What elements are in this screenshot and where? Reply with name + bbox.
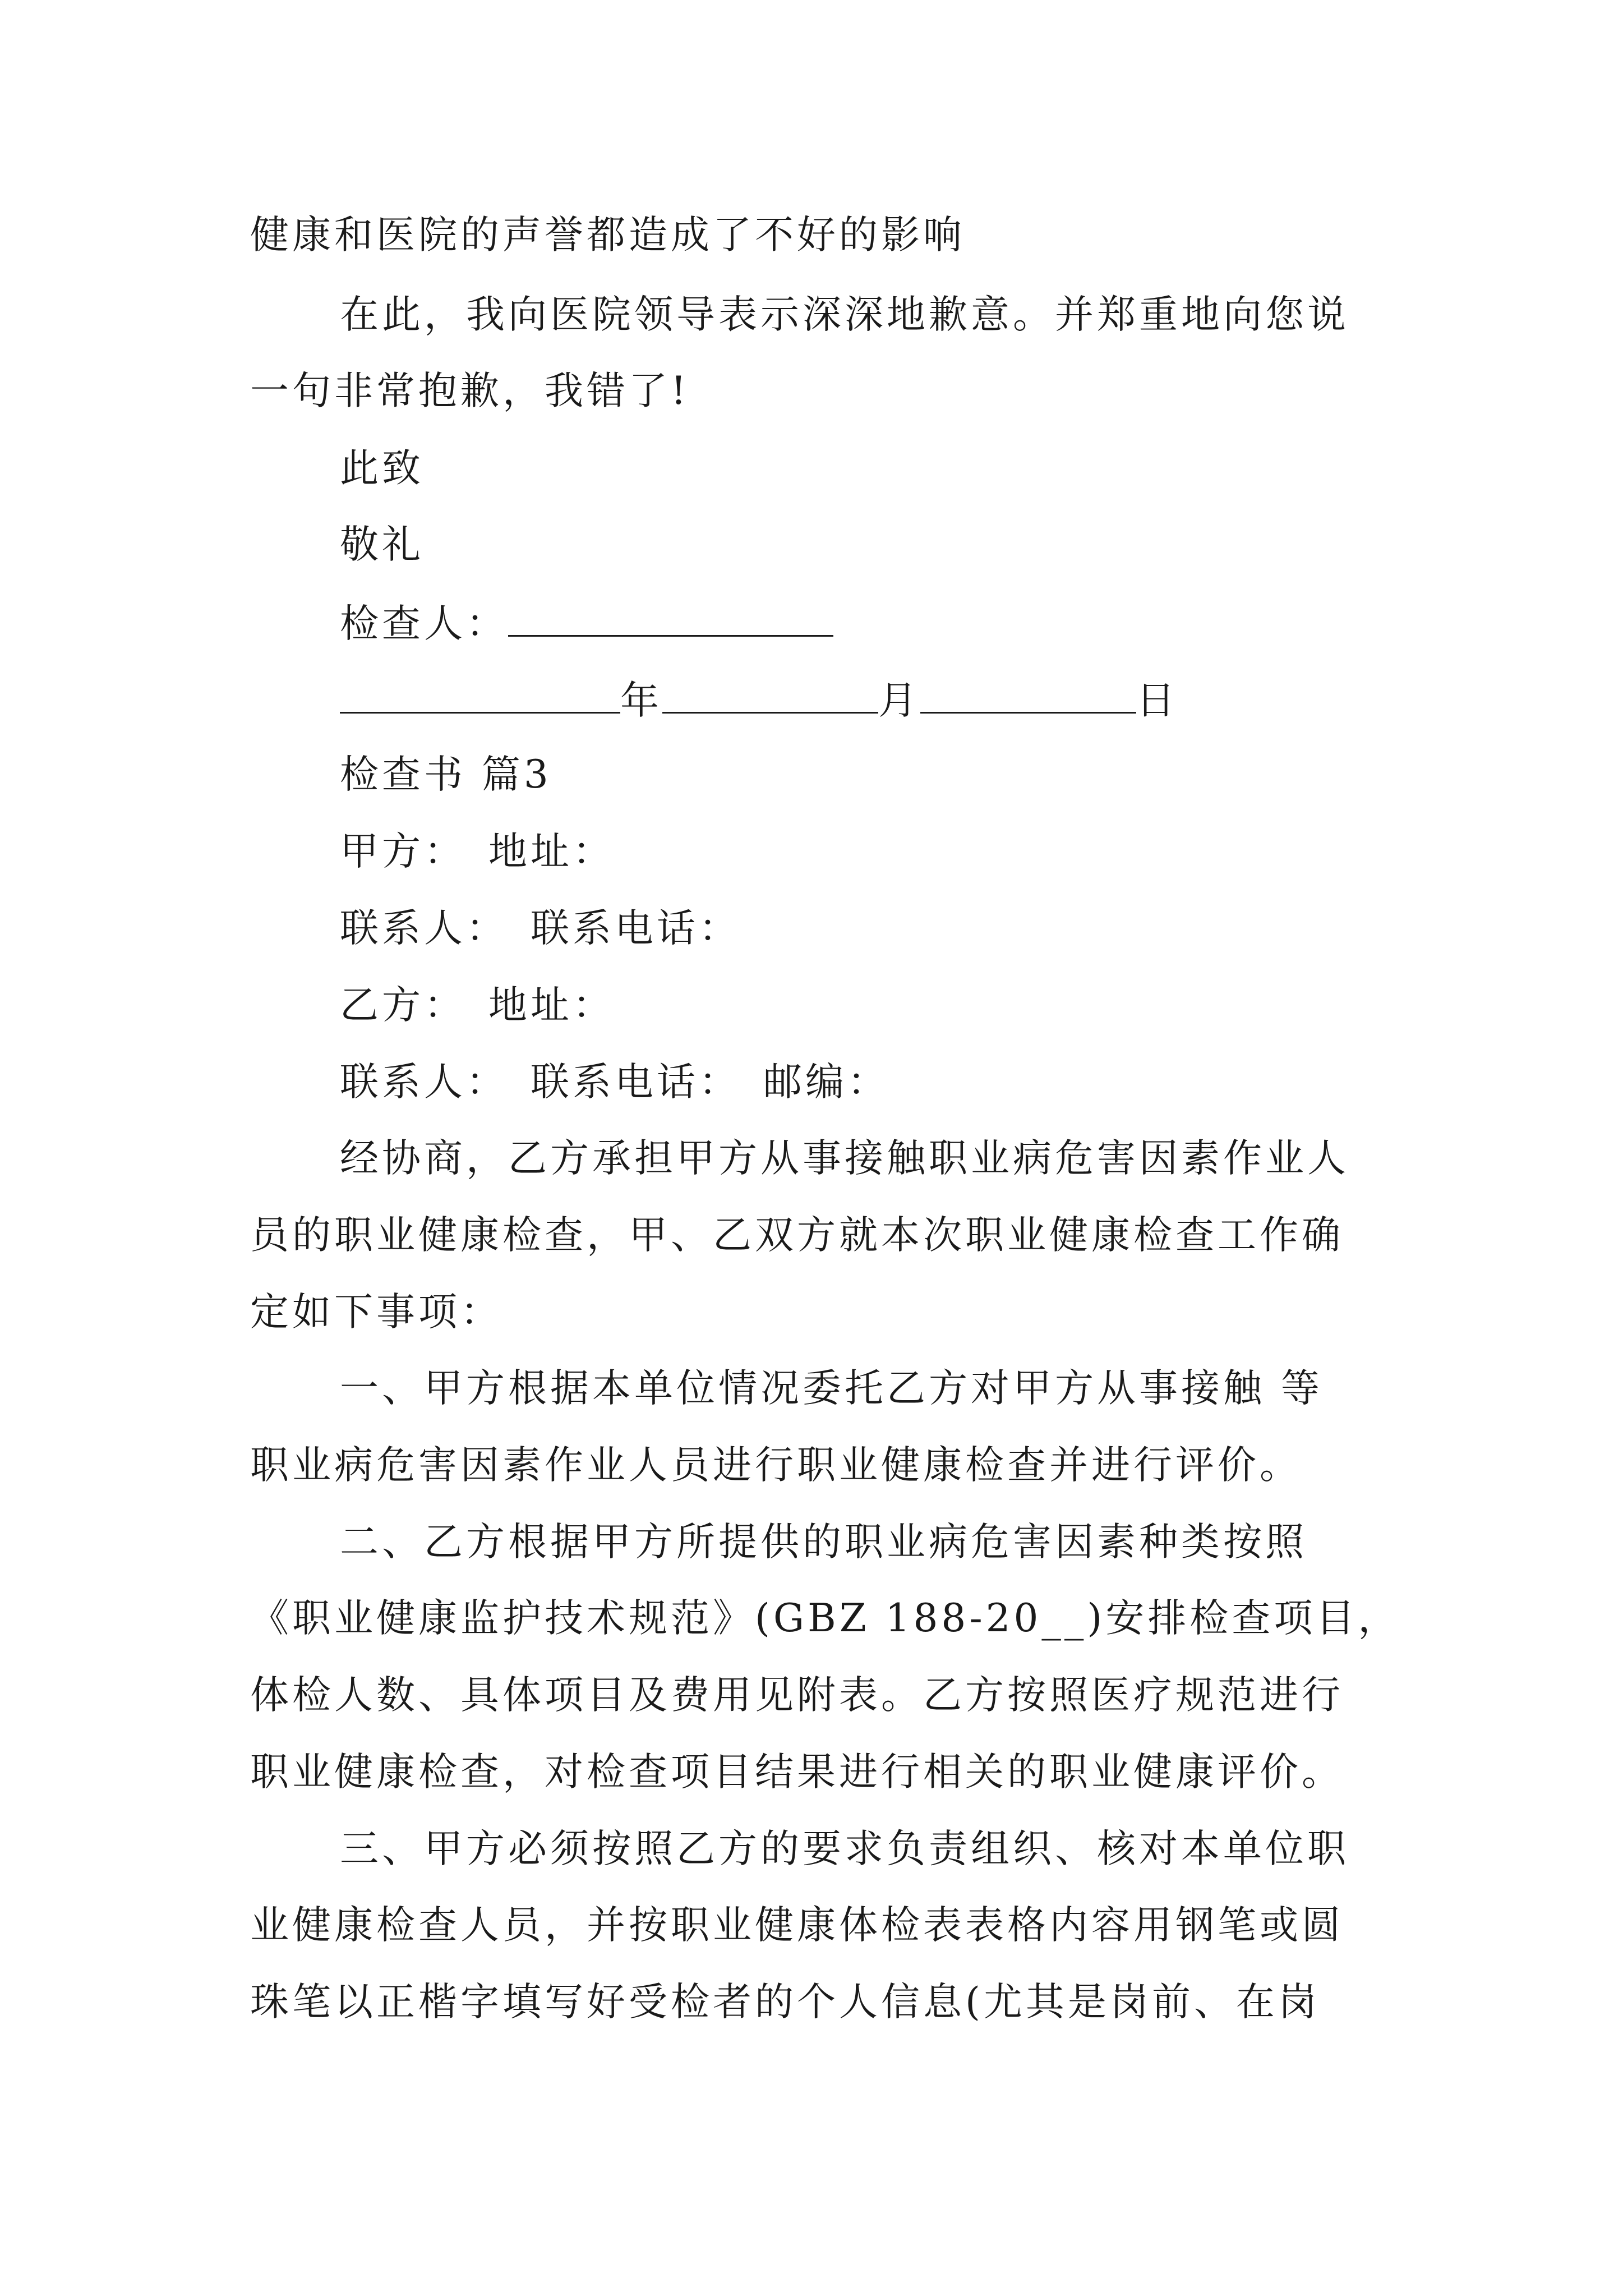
- paragraph-line: 健康和医院的声誉都造成了不好的影响: [250, 213, 965, 257]
- section-heading: 检查书 篇3: [340, 752, 552, 797]
- month-blank: [662, 679, 878, 714]
- inspector-label: 检查人：: [340, 601, 508, 646]
- day-label: 日: [1136, 678, 1178, 723]
- paragraph-line: 《职业健康监护技术规范》(GBZ 188-20__)安排检查项目，: [250, 1596, 1400, 1641]
- paragraph-line: 一、甲方根据本单位情况委托乙方对甲方从事接触 等: [340, 1366, 1323, 1411]
- paragraph-line: 业健康检查人员，并按职业健康体检表表格内容用钢笔或圆: [250, 1903, 1344, 1948]
- paragraph-line: 珠笔以正楷字填写好受检者的个人信息(尤其是岗前、在岗: [250, 1980, 1320, 2024]
- party-a-contact-line: [340, 906, 1484, 951]
- month-label: 月: [878, 678, 920, 723]
- paragraph-line: 职业病危害因素作业人员进行职业健康检查并进行评价。: [250, 1443, 1302, 1488]
- party-a-label: 甲方：: [340, 829, 466, 874]
- party-b-label: 乙方：: [340, 983, 466, 1028]
- paragraph-line: 一句非常抱歉，我错了!: [250, 369, 690, 413]
- year-blank: [340, 679, 620, 714]
- party-b-address-label: 地址：: [488, 983, 615, 1028]
- paragraph-line: 三、甲方必须按照乙方的要求负责组织、核对本单位职: [340, 1826, 1349, 1871]
- paragraph-line: 经协商，乙方承担甲方从事接触职业病危害因素作业人: [340, 1136, 1349, 1181]
- paragraph-line: 二、乙方根据甲方所提供的职业病危害因素种类按照: [340, 1520, 1307, 1565]
- paragraph-line: 体检人数、具体项目及费用见附表。乙方按照医疗规范进行: [250, 1673, 1344, 1718]
- party-b-postcode-label: 邮编：: [763, 1060, 889, 1105]
- paragraph-line: 职业健康检查，对检查项目结果进行相关的职业健康评价。: [250, 1750, 1344, 1795]
- closing-regards: 敬礼: [340, 522, 424, 567]
- party-b-contact-line: [340, 1060, 1484, 1105]
- inspector-line: [340, 601, 1484, 646]
- party-a-phone-label: 联系电话：: [531, 906, 741, 951]
- date-line: [340, 678, 1484, 723]
- closing-salutation: 此致: [340, 446, 424, 491]
- paragraph-line: 定如下事项：: [250, 1290, 502, 1335]
- paragraph-line: 在此，我向医院领导表示深深地歉意。并郑重地向您说: [340, 292, 1349, 337]
- day-blank: [920, 679, 1136, 714]
- party-a-address-label: 地址：: [488, 829, 615, 874]
- paragraph-line: 员的职业健康检查，甲、乙双方就本次职业健康检查工作确: [250, 1213, 1344, 1258]
- party-b-contact-label: 联系人：: [340, 1060, 508, 1105]
- party-b-line: [340, 983, 1484, 1028]
- year-label: 年: [620, 678, 662, 723]
- party-b-phone-label: 联系电话：: [531, 1060, 741, 1105]
- party-a-contact-label: 联系人：: [340, 906, 508, 951]
- party-a-line: [340, 829, 1484, 874]
- inspector-blank: [508, 602, 833, 637]
